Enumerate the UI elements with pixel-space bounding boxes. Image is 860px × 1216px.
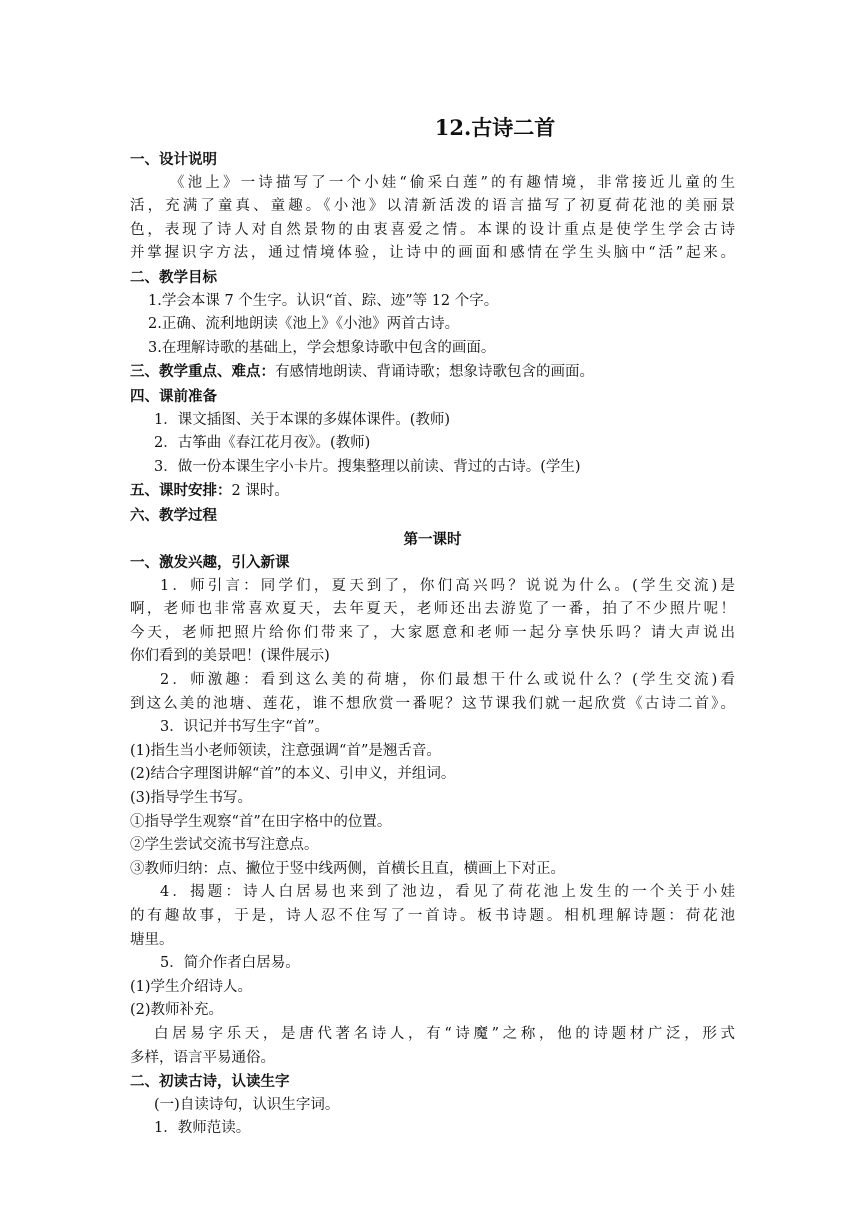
list-item: 2.正确、流利地朗读《池上》《小池》两首古诗。 (148, 316, 460, 333)
list-item: (2)教师补充。 (130, 1002, 224, 1019)
list-item: (2)结合字理图讲解“首”的本义、引申义，并组词。 (130, 766, 456, 783)
paragraph-line: 2．师激趣：看到这么美的荷塘，你们最想干什么或说什么？(学生交流)看 (160, 672, 735, 689)
list-item: 1.学会本课 7 个生字。认识“首、踪、迹”等 12 个字。 (148, 292, 499, 309)
paragraph-line: 《池上》一诗描写了一个小娃“偷采白莲”的有趣情境，非常接近儿童的生 (170, 174, 735, 191)
paragraph-line: 多样，语言平易通俗。 (130, 1049, 275, 1066)
part-heading-intro: 一、激发兴趣，引入新课 (130, 554, 290, 572)
list-item: ②学生尝试交流书写注意点。 (130, 837, 319, 854)
paragraph-line: 并掌握识字方法，通过情境体验，让诗中的画面和感情在学生头脑中“活”起来。 (130, 245, 735, 262)
part-heading-reading: 二、初读古诗，认读生字 (130, 1073, 290, 1091)
section-heading-preparation: 四、课前准备 (130, 387, 217, 405)
paragraph-line: 塘里。 (130, 931, 174, 948)
list-item: 1．课文插图、关于本课的多媒体课件。(教师) (154, 411, 451, 428)
page-title: 12.古诗二首 (434, 115, 556, 140)
key-points-text: 有感情地朗读、背诵诗歌；想象诗歌包含的画面。 (275, 364, 594, 381)
section-heading-process: 六、教学过程 (130, 506, 217, 524)
section-heading-design: 一、设计说明 (130, 151, 217, 168)
paragraph-line: 白居易字乐天，是唐代著名诗人，有“诗魔”之称，他的诗题材广泛，形式 (154, 1025, 735, 1042)
subsection-heading: (一)自读诗句，认识生字词。 (154, 1096, 340, 1113)
section-heading-schedule: 五、课时安排： (130, 482, 232, 500)
paragraph-line: 3．识记并书写生字“首”。 (160, 719, 330, 736)
list-item: ③教师归纳：点、撇位于竖中线两侧，首横长且直，横画上下对正。 (130, 860, 565, 877)
list-item: 2．古筝曲《春江花月夜》。(教师) (154, 435, 371, 452)
paragraph-line: 5．简介作者白居易。 (160, 955, 300, 972)
list-item: ①指导学生观察“首”在田字格中的位置。 (130, 813, 392, 830)
paragraph-line: 色，表现了诗人对自然景物的由衷喜爱之情。本课的设计重点是使学生学会古诗 (130, 221, 735, 238)
document-page (130, 108, 735, 1141)
paragraph-line: 你们看到的美景吧！(课件展示) (130, 648, 330, 665)
paragraph-line: 的有趣故事，于是，诗人忍不住写了一首诗。板书诗题。相机理解诗题：荷花池 (130, 908, 735, 924)
section-heading-goals: 二、教学目标 (130, 268, 217, 286)
lesson-heading: 第一课时 (403, 530, 462, 548)
list-item: 1．教师范读。 (154, 1120, 251, 1137)
paragraph-line: 啊，老师也非常喜欢夏天，去年夏天，老师还出去游览了一番，拍了不少照片呢！ (130, 601, 735, 618)
paragraph-line: 到这么美的池塘、莲花，谁不想欣赏一番呢？这节课我们就一起欣赏《古诗二首》。 (130, 695, 735, 712)
list-item: (1)学生介绍诗人。 (130, 978, 253, 995)
list-item: 3.在理解诗歌的基础上，学会想象诗歌中包含的画面。 (148, 339, 496, 356)
list-item: (1)指生当小老师领读，注意强调“首”是翘舌音。 (130, 742, 441, 759)
section-schedule (130, 479, 735, 504)
paragraph-line: 1．师引言：同学们，夏天到了，你们高兴吗？说说为什么。(学生交流)是 (160, 577, 735, 594)
section-heading-key-points: 三、教学重点、难点： (130, 363, 275, 381)
paragraph-line: 4．揭题：诗人白居易也来到了池边，看见了荷花池上发生的一个关于小娃 (160, 884, 735, 901)
schedule-text: 2 课时。 (231, 483, 289, 500)
section-key-points (130, 360, 735, 385)
list-item: 3．做一份本课生字小卡片。搜集整理以前读、背过的古诗。(学生) (154, 458, 581, 475)
list-item: (3)指导学生书写。 (130, 790, 253, 807)
paragraph-line: 今天，老师把照片给你们带来了，大家愿意和老师一起分享快乐吗？请大声说出 (130, 624, 735, 641)
paragraph-line: 活，充满了童真、童趣。《小池》以清新活泼的语言描写了初夏荷花池的美丽景 (130, 198, 735, 215)
